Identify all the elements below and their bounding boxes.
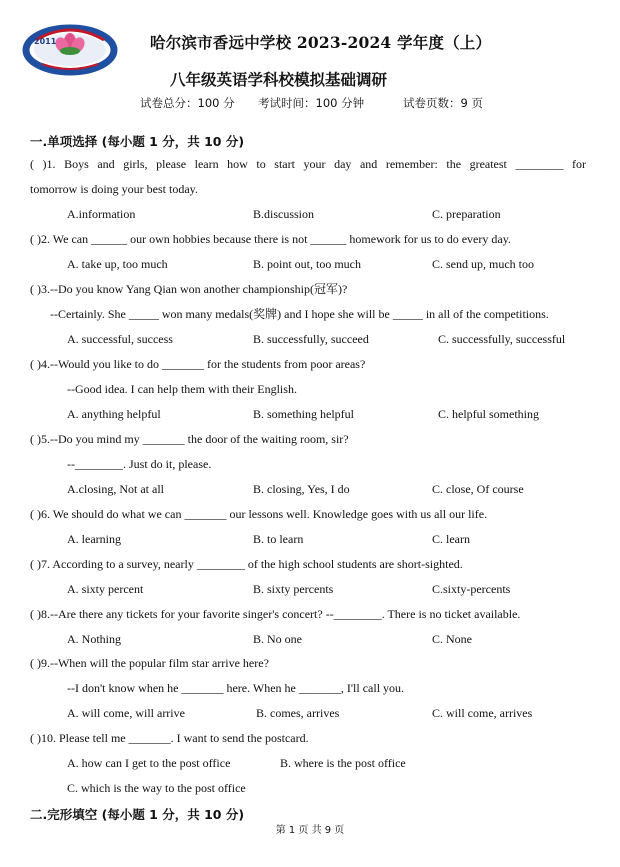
question-7-option-b: B. sixty percents (253, 582, 334, 596)
question-9-line-2: --I don't know when he _______ here. When he _______, I'll call you. (67, 681, 405, 695)
question-1-option-b: B.discussion (253, 207, 315, 221)
question-4-option-c: C. helpful something (438, 407, 539, 421)
exam-subtitle: 八年级英语学科校模拟基础调研 (170, 70, 388, 89)
question-4-option-a: A. anything helpful (67, 407, 161, 421)
question-6-option-c: C. learn (432, 532, 470, 546)
question-1-line-1: ( )1. Boys and girls, please learn how to start your day and remember: the greatest ________ for (30, 157, 586, 171)
question-8-option-c: C. None (432, 632, 472, 646)
question-9-option-c: C. will come, arrives (432, 706, 533, 720)
question-3-option-c: C. successfully, successful (438, 332, 566, 346)
question-5-option-a: A.closing, Not at all (67, 482, 164, 496)
question-8-option-a: A. Nothing (67, 632, 121, 646)
question-10-option-b: B. where is the post office (280, 756, 406, 770)
question-3-line-1: ( )3.--Do you know Yang Qian won another championship(冠军)? (30, 282, 348, 296)
question-1-option-a: A.information (67, 207, 136, 221)
question-5-option-b: B. closing, Yes, I do (253, 482, 350, 496)
question-6-line-1: ( )6. We should do what we can _______ our lessons well. Knowledge goes with us all our life. (30, 507, 488, 521)
question-5-line-2: --________. Just do it, please. (67, 457, 212, 471)
exam-title: 哈尔滨市香远中学校 2023-2024 学年度（上） (150, 33, 492, 52)
question-8-line-1: ( )8.--Are there any tickets for your favorite singer's concert? --________. There is no ticket available. (30, 607, 521, 621)
question-9-line-1: ( )9.--When will the popular film star arrive here? (30, 656, 269, 670)
question-3-option-a: A. successful, success (67, 332, 173, 346)
question-9-option-b: B. comes, arrives (256, 706, 340, 720)
section-heading-cloze: 二.完形填空 (每小题 1 分，共 10 分) (30, 807, 245, 822)
school-logo (22, 12, 118, 80)
total-score: 试卷总分：100 分 (140, 96, 235, 110)
question-7-option-c: C.sixty-percents (432, 582, 511, 596)
question-4-option-b: B. something helpful (253, 407, 354, 421)
page-footer: 第 1 页 共 9 页 (275, 825, 345, 836)
section-heading-single-choice: 一.单项选择 (每小题 1 分，共 10 分) (30, 134, 245, 149)
question-6-option-b: B. to learn (253, 532, 304, 546)
question-5-option-c: C. close, Of course (432, 482, 524, 496)
question-1-option-c: C. preparation (432, 207, 501, 221)
question-7-option-a: A. sixty percent (67, 582, 144, 596)
question-6-option-a: A. learning (67, 532, 121, 546)
logo-year-text: 2011 (34, 37, 57, 46)
question-10-option-c: C. which is the way to the post office (67, 781, 246, 795)
question-7-line-1: ( )7. According to a survey, nearly ________ of the high school students are short-sighted. (30, 557, 463, 571)
question-3-option-b: B. successfully, succeed (253, 332, 369, 346)
question-4-line-1: ( )4.--Would you like to do _______ for the students from poor areas? (30, 357, 366, 371)
question-10-line-1: ( )10. Please tell me _______. I want to send the postcard. (30, 731, 309, 745)
question-3-line-2: --Certainly. She _____ won many medals(奖牌) and I hope she will be _____ in all of the competitions. (50, 307, 549, 321)
question-8-option-b: B. No one (253, 632, 302, 646)
question-2-line-1: ( )2. We can ______ our own hobbies because there is not ______ homework for us to do every day. (30, 232, 511, 246)
question-1-line-2: tomorrow is doing your best today. (30, 182, 198, 196)
question-2-option-b: B. point out, too much (253, 257, 361, 271)
question-5-line-1: ( )5.--Do you mind my _______ the door of the waiting room, sir? (30, 432, 349, 446)
question-9-option-a: A. will come, will arrive (67, 706, 185, 720)
question-2-option-a: A. take up, too much (67, 257, 168, 271)
question-10-option-a: A. how can I get to the post office (67, 756, 231, 770)
question-2-option-c: C. send up, much too (432, 257, 534, 271)
exam-time: 考试时间：100 分钟 (258, 96, 365, 110)
page-count: 试卷页数：9 页 (403, 96, 483, 110)
question-4-line-2: --Good idea. I can help them with their English. (67, 382, 297, 396)
